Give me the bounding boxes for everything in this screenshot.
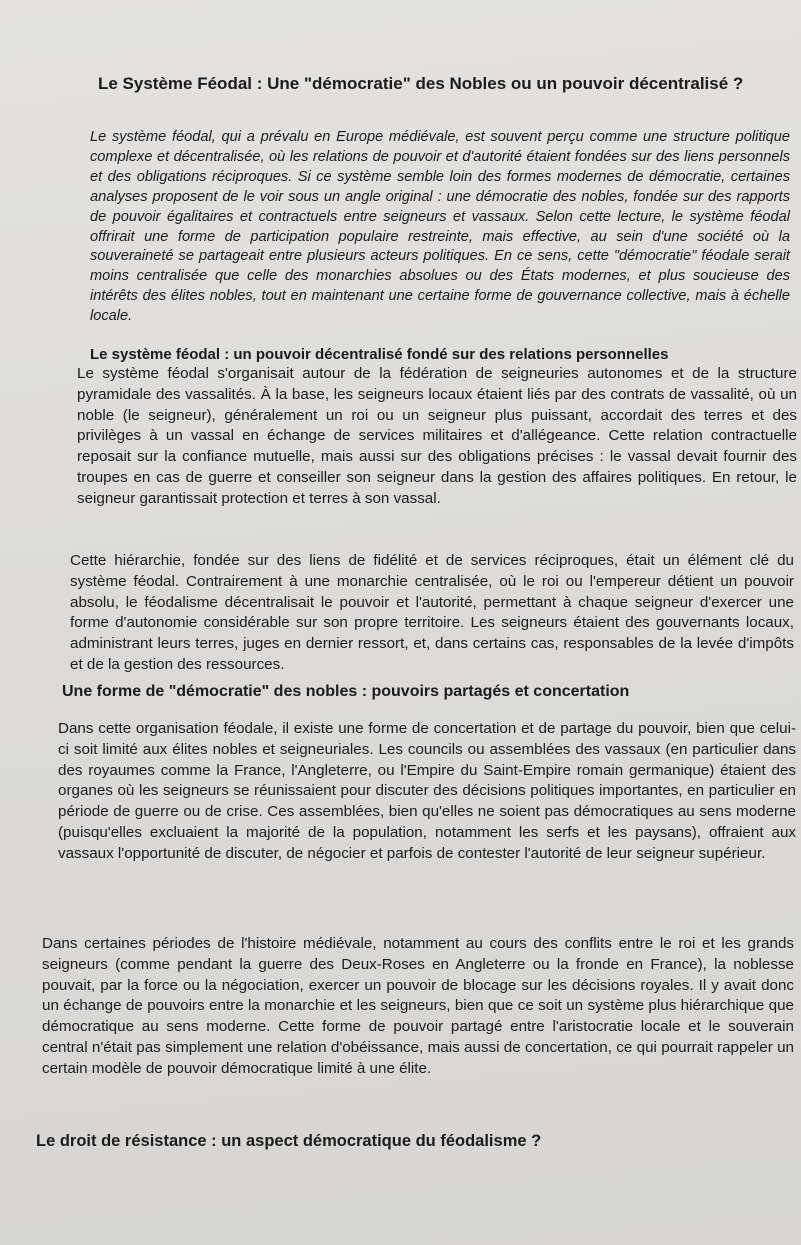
- intro-paragraph: Le système féodal, qui a prévalu en Europe médiévale, est souvent perçu comme une structure politique complexe et décentralisée, où les relations de pouvoir et d'autorité étaient fondées sur des liens personnels et des obligations réciproques. Si ce système semble loin des formes modernes de démocratie, certaines analyses proposent de le voir sous un angle original : une démocratie des nobles, fondée sur des rapports de pouvoir égalitaires et contractuels entre seigneurs et vassaux. Selon cette lecture, le système féodal offrirait une forme de participation populaire restreinte, mais effective, au sein d'une société où la souveraineté se partageait entre plusieurs acteurs politiques. En ce sens, cette "démocratie" féodale serait moins centralisée que celle des monarchies absolues ou des États modernes, et plus soucieuse des intérêts des élites nobles, tout en maintenant une certaine forme de gouvernance collective, mais à échelle locale.: [90, 129, 790, 325]
- section-heading-nobles-democracy: Une forme de "démocratie" des nobles : pouvoirs partagés et concertation: [62, 683, 630, 700]
- paragraph-feudal-hierarchy: Cette hiérarchie, fondée sur des liens de fidélité et de services réciproques, était un élément clé du système féodal. Contrairement à une monarchie centralisée, où le roi ou l'empereur détient un pouvoir absolu, le féodalisme décentralisait le pouvoir et l'autorité, permettant à chaque seigneur d'exercer une forme d'autonomie considérable sur son propre territoire. Les seigneurs étaient des gouvernants locaux, administrant leurs terres, juges en dernier ressort, et, dans certains cas, responsables de la levée d'impôts et de la gestion des ressources.: [70, 552, 794, 673]
- paragraph-assemblies-concertation: Dans cette organisation féodale, il existe une forme de concertation et de partage du pouvoir, bien que celui-ci soit limité aux élites nobles et seigneuriales. Les councils ou assemblées des vassaux (en particulier dans des royaumes comme la France, l'Angleterre, ou l'Empire du Saint-Empire romain germanique) étaient des organes où les seigneurs se réunissaient pour discuter des décisions politiques importantes, en particulier en période de guerre ou de crise. Ces assemblées, bien qu'elles ne soient pas démocratiques au sens moderne (puisqu'elles excluaient la majorité de la population, notamment les serfs et les paysans), offraient aux vassaux l'opportunité de discuter, de négocier et parfois de contester l'autorité de leur seigneur supérieur.: [58, 720, 796, 862]
- paragraph-vassalage-structure: Le système féodal s'organisait autour de la fédération de seigneuries autonomes et de la structure pyramidale des vassalités. À la base, les seigneurs locaux étaient liés par des contrats de vassalité, où un noble (le seigneur), généralement un roi ou un seigneur plus puissant, accordait des terres et des privilèges à un vassal en échange de services militaires et d'allégeance. Cette relation contractuelle reposait sur la confiance mutuelle, mais aussi sur des obligations précises : le vassal devait fournir des troupes en cas de guerre et conseiller son seigneur dans la gestion des affaires politiques. En retour, le seigneur garantissait protection et terres à son vassal.: [77, 365, 797, 507]
- section-heading-right-of-resistance: Le droit de résistance : un aspect démocratique du féodalisme ?: [36, 1132, 542, 1150]
- section-heading-decentralized-power: Le système féodal : un pouvoir décentralisé fondé sur des relations personnelles: [90, 346, 669, 363]
- document-title: Le Système Féodal : Une "démocratie" des Nobles ou un pouvoir décentralisé ?: [98, 74, 744, 93]
- paragraph-power-sharing: Dans certaines périodes de l'histoire médiévale, notamment au cours des conflits entre le roi et les grands seigneurs (comme pendant la guerre des Deux-Roses en Angleterre ou la fronde en France), la noblesse pouvait, par la force ou la négociation, exercer un pouvoir de blocage sur les décisions royales. Il y avait donc un échange de pouvoirs entre la monarchie et les seigneurs, bien que ce soit un système plus hiérarchique que démocratique au sens moderne. Cette forme de pouvoir partagé entre l'aristocratie locale et le souverain central n'était pas simplement une relation d'obéissance, mais aussi de concertation, ce qui pourrait rappeler un certain modèle de pouvoir démocratique limité à une élite.: [42, 935, 794, 1077]
